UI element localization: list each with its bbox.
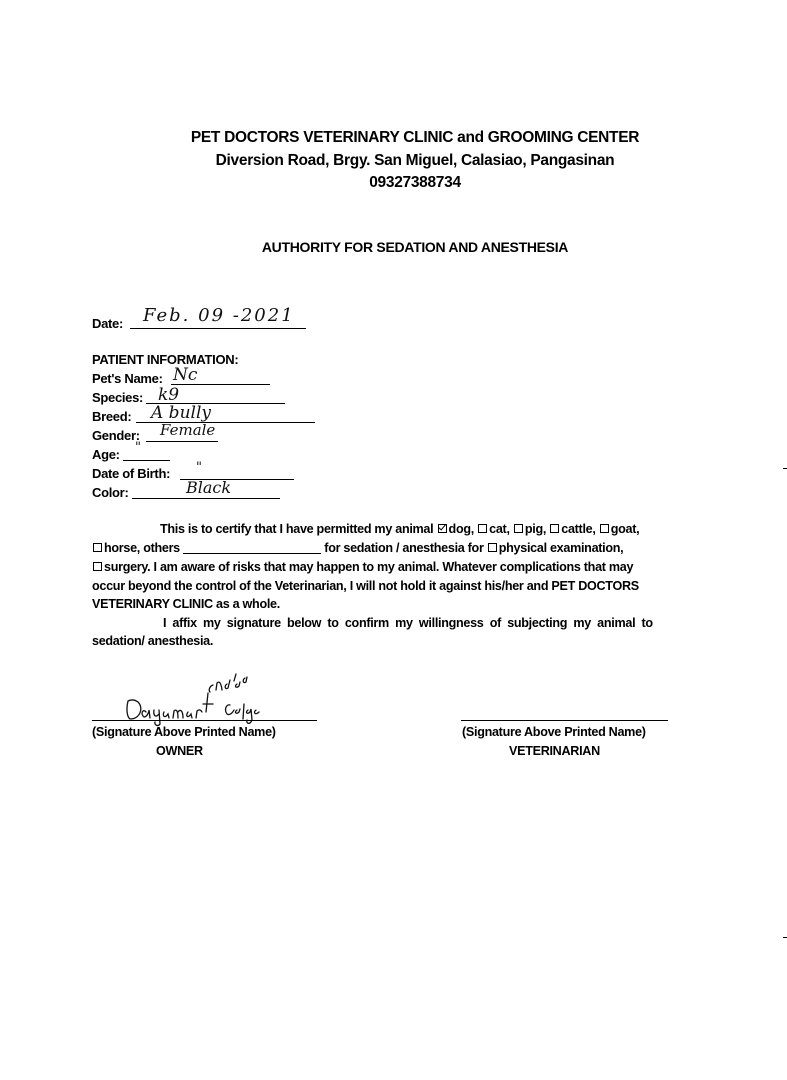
owner-caption: (Signature Above Printed Name) xyxy=(92,725,276,739)
owner-signature xyxy=(118,672,288,727)
owner-signature-line xyxy=(92,720,317,721)
species-label: Species: xyxy=(92,390,144,405)
vet-signature-line[interactable] xyxy=(461,720,668,721)
goat-checkbox[interactable] xyxy=(600,524,609,533)
color-line xyxy=(132,498,280,499)
date-label: Date: xyxy=(92,316,124,331)
vet-caption: (Signature Above Printed Name) xyxy=(462,725,646,739)
physical-exam-checkbox[interactable] xyxy=(488,543,497,552)
pet-name-label: Pet's Name: xyxy=(92,371,163,386)
patient-info-heading: PATIENT INFORMATION: xyxy=(92,352,239,367)
certify-line-4: occur beyond the control of the Veterinarian, I will not hold it against his/her and PET DOCTORS xyxy=(92,579,639,593)
gender-line xyxy=(146,441,218,442)
pig-checkbox[interactable] xyxy=(514,524,523,533)
gender-value: Female xyxy=(160,421,216,439)
scan-edge-mark xyxy=(783,937,787,938)
age-line xyxy=(123,460,170,461)
date-line xyxy=(130,328,306,329)
certify-line-2: horse, others for sedation / anesthesia for physical examination, xyxy=(92,539,623,557)
clinic-phone: 09327388734 xyxy=(369,174,461,191)
surgery-checkbox[interactable] xyxy=(93,562,102,571)
vet-role: VETERINARIAN xyxy=(509,744,600,758)
scan-edge-mark xyxy=(783,468,787,469)
certify-line-1: This is to certify that I have permitted my animal dog, cat, pig, cattle, goat, xyxy=(160,522,640,536)
affix-line-1: I affix my signature below to confirm my willingness of subjecting my animal to xyxy=(163,616,653,630)
clinic-name: PET DOCTORS VETERINARY CLINIC and GROOMING CENTER xyxy=(190,129,640,146)
color-value: Black xyxy=(186,478,232,497)
dob-value: " xyxy=(196,460,202,475)
document-title: AUTHORITY FOR SEDATION AND ANESTHESIA xyxy=(261,239,569,255)
horse-checkbox[interactable] xyxy=(93,543,102,552)
others-blank[interactable] xyxy=(183,541,321,554)
dob-label: Date of Birth: xyxy=(92,466,171,481)
certify-line-5: VETERINARY CLINIC as a whole. xyxy=(92,597,280,611)
gender-label: Gender: xyxy=(92,428,140,443)
age-value: " xyxy=(135,440,141,455)
color-label: Color: xyxy=(92,485,129,500)
cat-checkbox[interactable] xyxy=(478,524,487,533)
age-label: Age: xyxy=(92,447,120,462)
pet-name-value: Nc xyxy=(173,365,198,385)
breed-label: Breed: xyxy=(92,409,132,424)
affix-line-2: sedation/ anesthesia. xyxy=(92,634,214,648)
dog-checkbox[interactable] xyxy=(438,524,447,533)
clinic-address: Diversion Road, Brgy. San Miguel, Calasiao, Pangasinan xyxy=(215,152,615,169)
owner-role: OWNER xyxy=(156,744,203,758)
cattle-checkbox[interactable] xyxy=(550,524,559,533)
breed-value: A bully xyxy=(151,403,211,423)
certify-line-3: surgery. I am aware of risks that may happen to my animal. Whatever complications that may xyxy=(92,558,633,576)
species-value: k9 xyxy=(158,385,180,405)
date-value: Feb. 09 -2021 xyxy=(143,305,295,326)
